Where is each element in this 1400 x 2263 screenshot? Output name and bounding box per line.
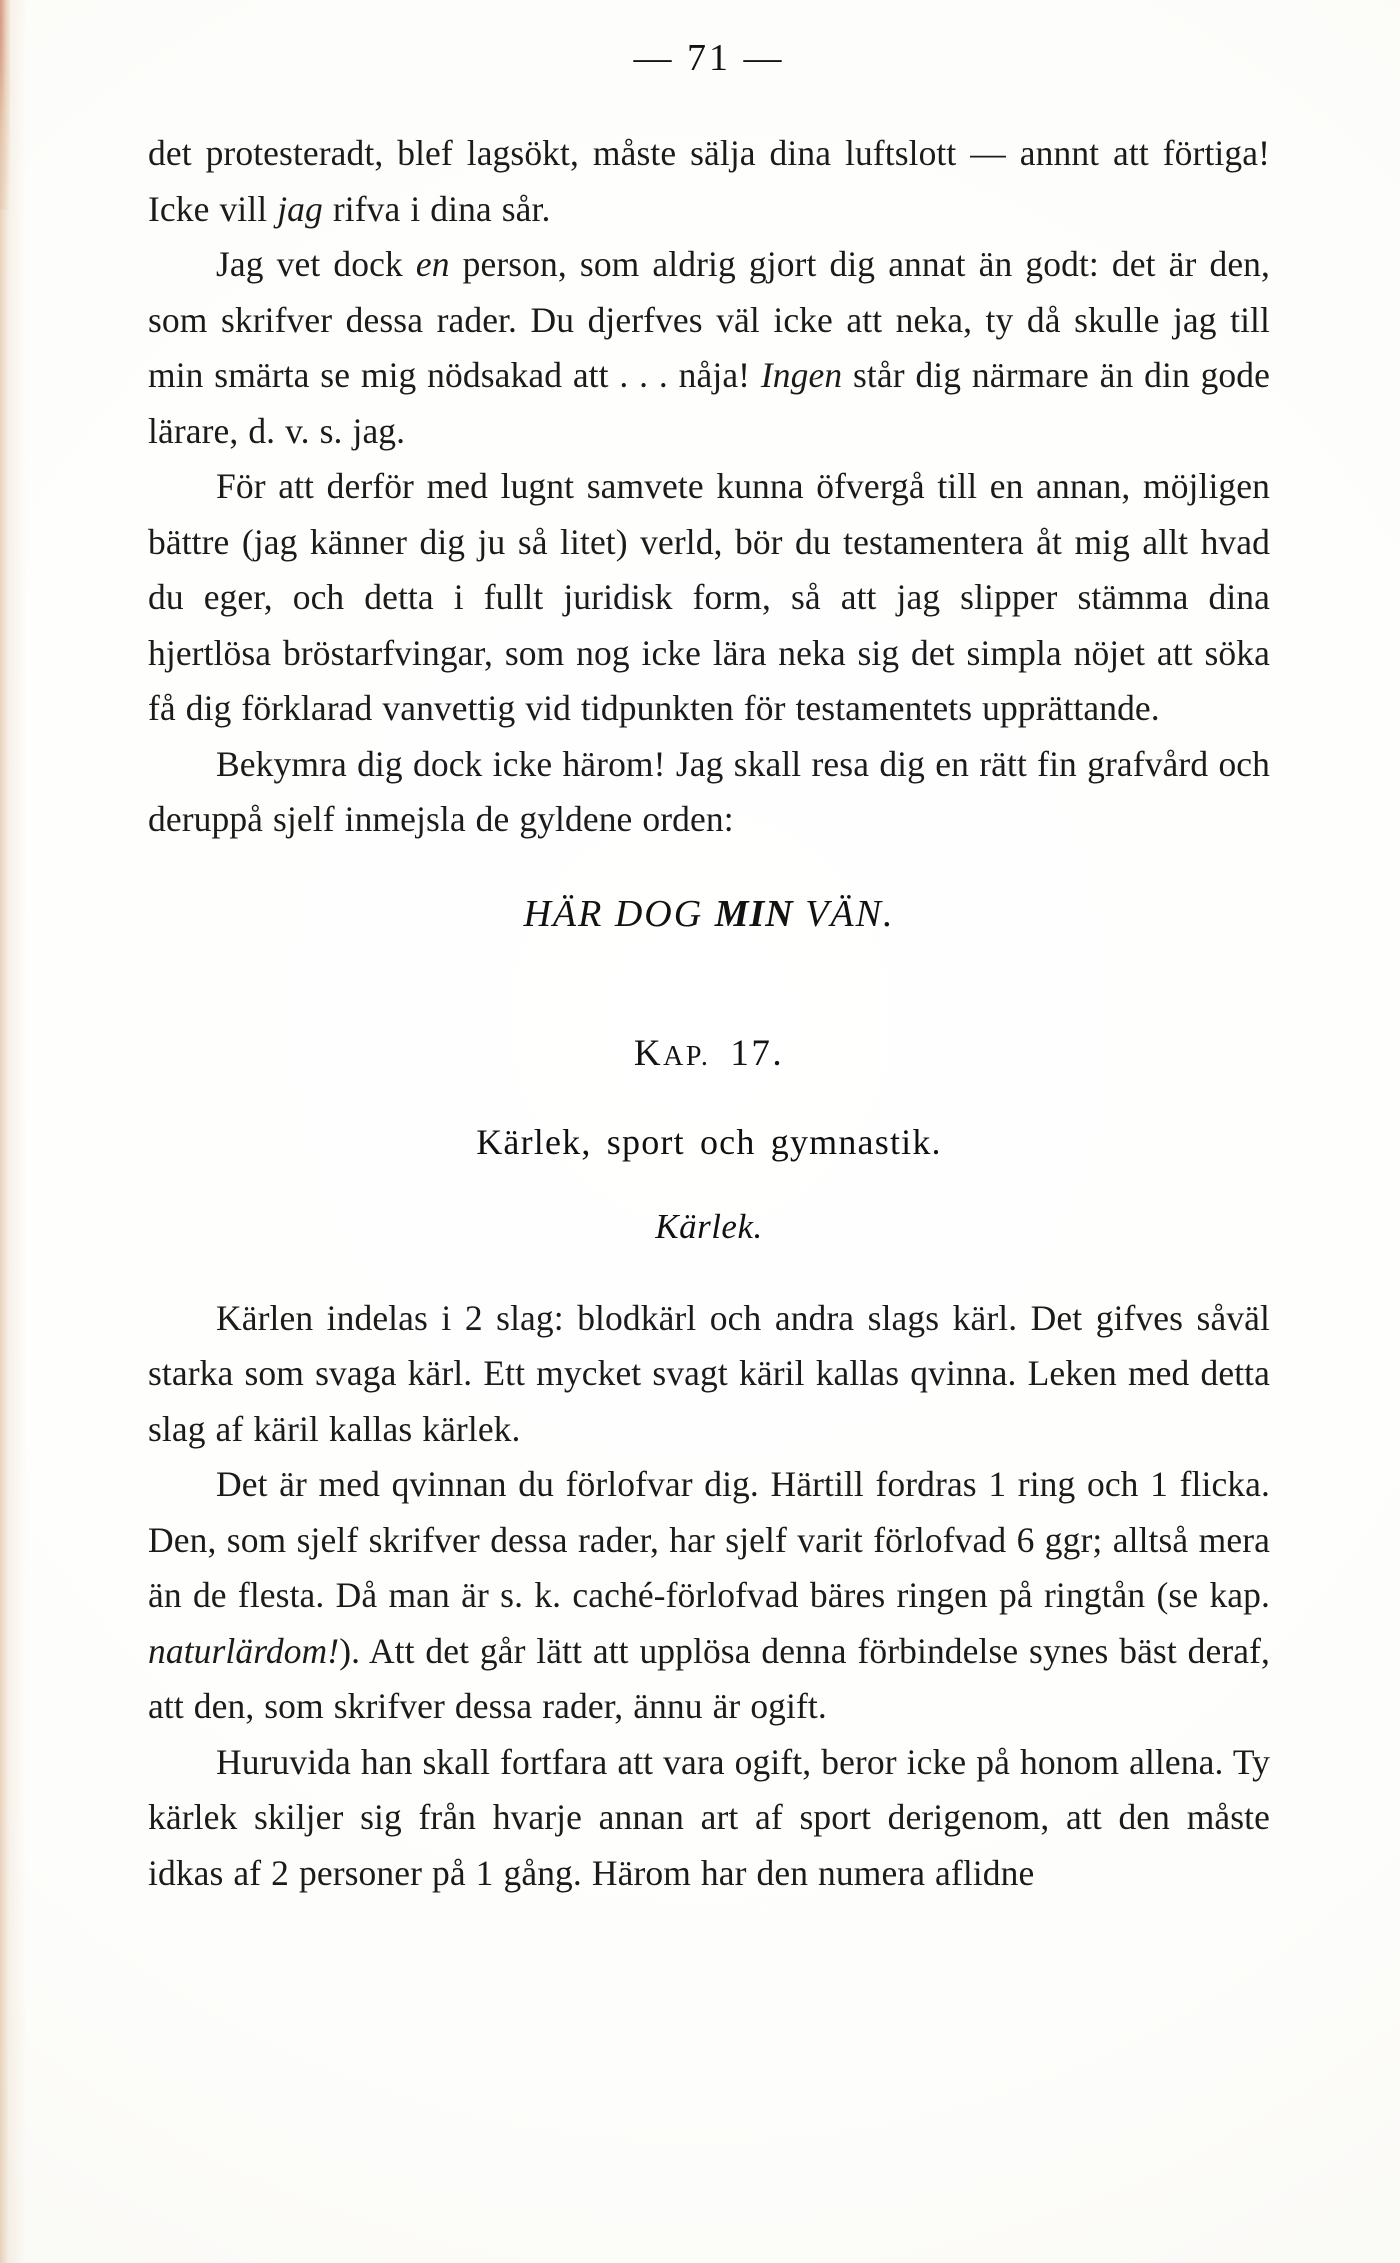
text-run: Det är med qvinnan du förlofvar dig. Härtill fordras 1 ring och 1 flicka. Den, som sjelf skrifver dessa rader, har sjelf varit förlofvad 6 ggr; alltså mera än de flesta. Då man är s. k. caché-förlofvad bäres ringen på ringtån (se kap. (148, 1464, 1270, 1615)
page-folio-number: — 71 — (633, 37, 785, 79)
chapter-number-initial: K (633, 1032, 664, 1074)
page-text-block (148, 36, 1270, 1901)
text-run: det protesteradt, blef lagsökt, måste sälja dina luftslott — annnt att förtiga! Icke vill (148, 133, 1270, 229)
epitaph-before: HÄR DOG (523, 892, 715, 935)
epitaph-emphasis: MIN (714, 892, 794, 935)
text-run: Jag vet dock (216, 244, 416, 284)
chapter-number-value: 17. (730, 1032, 785, 1074)
text-run: rifva i dina sår. (322, 188, 551, 229)
epitaph-after: VÄN. (793, 892, 895, 935)
text-run: står dig närmare än din gode lärare, d. v. s. jag. (148, 355, 1270, 451)
chapter-number-word: AP. (663, 1040, 711, 1072)
text-run: ). Att det går lätt att upplösa denna förbindelse synes bäst deraf, att den, som skrifver dessa rader, ännu är ogift. (148, 1630, 1270, 1726)
text-run: person, som aldrig gjort dig annat än godt: det är den, som skrifver dessa rader. Du djerfves väl icke att neka, ty då skulle jag till min smärta se mig nödsakad att . . . nåja! (148, 244, 1271, 395)
emphasis-naturlardom: naturlärdom! (148, 1630, 340, 1671)
emphasis-en: en (415, 244, 450, 284)
paragraph-4: Bekymra dig dock icke härom! Jag skall resa dig en rätt fin grafvård och deruppå sjelf inmejsla de gyldene orden: (148, 743, 1270, 839)
paragraph-2 (148, 237, 1270, 459)
upper-text-section (148, 126, 1270, 848)
section-title: Kärlek. (655, 1206, 763, 1246)
paragraph-1 (148, 126, 1270, 237)
emphasis-jag: jag (277, 188, 323, 229)
paragraph-3: För att derför med lugnt samvete kunna öfvergå till en annan, möjligen bättre (jag känner dig ju så litet) verld, bör du testamentera åt mig allt hvad du eger, och detta i fullt juridisk form, så att jag slipper stämma dina hjertlösa bröstarfvingar, som nog icke lära neka sig det simpla nöjet att söka få dig förklarad vanvettig vid tidpunkten för testamentets upprättande. (148, 466, 1270, 728)
chapter-number (148, 1032, 1270, 1075)
chapter-title: Kärlek, sport och gymnastik. (476, 1121, 942, 1162)
body-paragraph-2 (148, 1457, 1270, 1735)
emphasis-ingen: Ingen (760, 355, 843, 395)
body-paragraph-1: Kärlen indelas i 2 slag: blodkärl och andra slags kärl. Det gifves såväl starka som svaga kärl. Ett mycket svagt käril kallas qvinna. Leken med detta slag af käril kallas kärlek. (148, 1297, 1270, 1449)
epitaph-line (148, 888, 1270, 940)
body-paragraph-3: Huruvida han skall fortfara att vara ogift, beror icke på honom allena. Ty kärlek skiljer sig från hvarje annan art af sport derigenom, att den måste idkas af 2 personer på 1 gång. Härom har den numera aflidne (148, 1741, 1270, 1893)
lower-text-section (148, 1291, 1270, 1902)
